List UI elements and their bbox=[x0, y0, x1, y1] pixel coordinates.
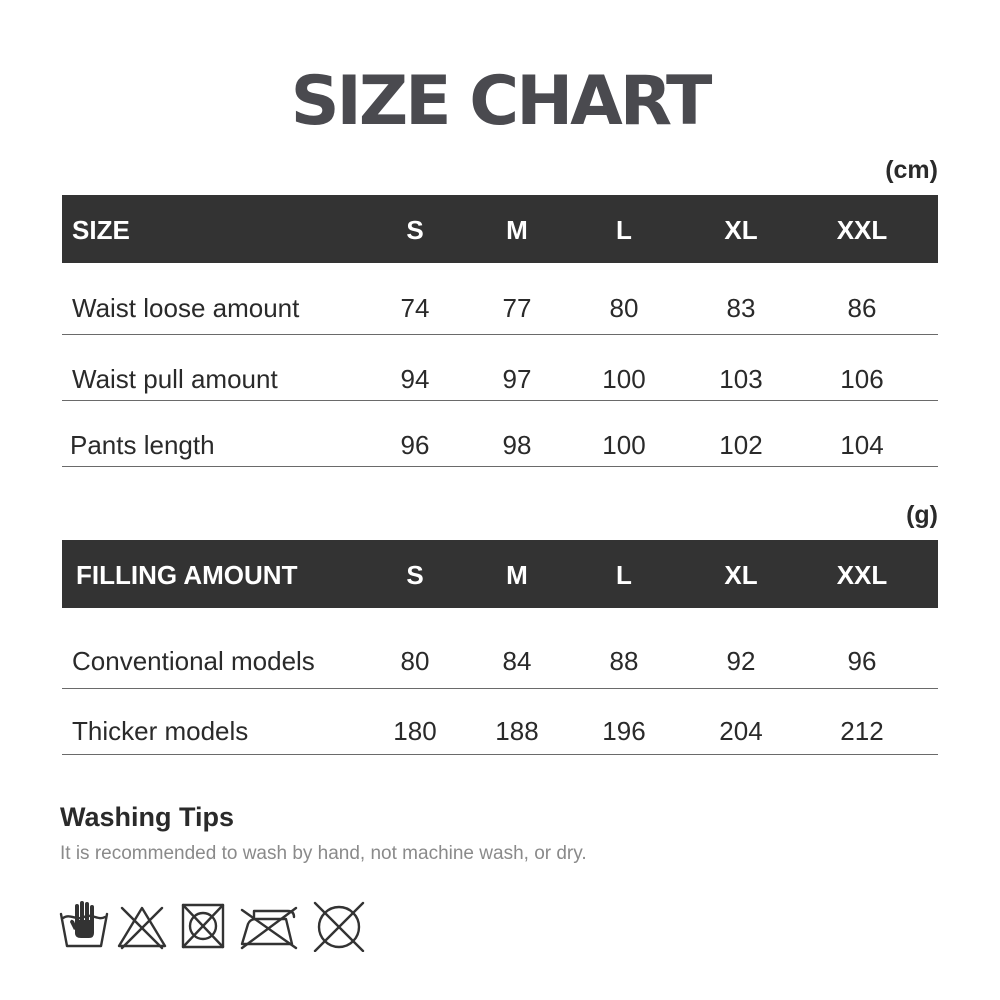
cell-value: 80 bbox=[400, 646, 430, 676]
filling-table bbox=[62, 540, 938, 755]
cell-value: 74 bbox=[400, 293, 430, 323]
cell-value: 204 bbox=[719, 716, 763, 746]
cell-value: 212 bbox=[840, 716, 884, 746]
cell-value: 98 bbox=[502, 430, 532, 460]
table-row bbox=[62, 689, 938, 755]
table-row bbox=[62, 401, 938, 467]
header-size: SIZE bbox=[72, 215, 130, 245]
cell-value: 102 bbox=[719, 430, 763, 460]
table-row bbox=[62, 608, 938, 689]
cell-value: 84 bbox=[502, 646, 532, 676]
row-label: Waist loose amount bbox=[72, 293, 300, 323]
no-iron-icon bbox=[238, 900, 300, 952]
cell-value: 180 bbox=[393, 716, 437, 746]
header-m: M bbox=[506, 560, 528, 590]
filling-unit-label: (g) bbox=[906, 501, 938, 529]
header-filling-amount: FILLING AMOUNT bbox=[76, 560, 298, 590]
washing-tips-title: Washing Tips bbox=[60, 802, 235, 832]
header-xxl: XXL bbox=[836, 215, 888, 245]
row-label: Conventional models bbox=[72, 646, 315, 676]
cell-value: 106 bbox=[840, 364, 884, 394]
cell-value: 83 bbox=[726, 293, 756, 323]
header-s: S bbox=[406, 215, 424, 245]
washing-tips-text: It is recommended to wash by hand, not machine wash, or dry. bbox=[60, 843, 587, 864]
cell-value: 96 bbox=[847, 646, 877, 676]
cell-value: 77 bbox=[502, 293, 532, 323]
cell-value: 97 bbox=[502, 364, 532, 394]
cell-value: 100 bbox=[602, 364, 646, 394]
row-label: Waist pull amount bbox=[72, 364, 278, 394]
table-row bbox=[62, 335, 938, 401]
row-label: Thicker models bbox=[72, 716, 249, 746]
no-bleach-icon bbox=[116, 900, 168, 952]
header-xl: XL bbox=[724, 215, 758, 245]
header-xxl: XXL bbox=[836, 560, 888, 590]
cell-value: 100 bbox=[602, 430, 646, 460]
cell-value: 103 bbox=[719, 364, 763, 394]
hand-wash-icon bbox=[58, 900, 110, 952]
no-dry-clean-icon bbox=[310, 900, 368, 952]
cell-value: 88 bbox=[609, 646, 639, 676]
cell-value: 92 bbox=[726, 646, 756, 676]
no-tumble-dry-icon bbox=[180, 900, 226, 952]
page-title: SIZE CHART bbox=[290, 62, 710, 141]
size-unit-label: (cm) bbox=[885, 156, 938, 184]
cell-value: 94 bbox=[400, 364, 430, 394]
size-table bbox=[62, 195, 938, 467]
cell-value: 86 bbox=[847, 293, 877, 323]
header-xl: XL bbox=[724, 560, 758, 590]
filling-table-header bbox=[62, 540, 938, 608]
table-row bbox=[62, 263, 938, 335]
header-l: L bbox=[616, 560, 632, 590]
cell-value: 96 bbox=[400, 430, 430, 460]
header-l: L bbox=[616, 215, 632, 245]
header-s: S bbox=[406, 560, 424, 590]
cell-value: 104 bbox=[840, 430, 884, 460]
row-label: Pants length bbox=[70, 430, 215, 460]
cell-value: 188 bbox=[495, 716, 539, 746]
header-m: M bbox=[506, 215, 528, 245]
cell-value: 196 bbox=[602, 716, 646, 746]
size-table-header bbox=[62, 195, 938, 263]
cell-value: 80 bbox=[609, 293, 639, 323]
